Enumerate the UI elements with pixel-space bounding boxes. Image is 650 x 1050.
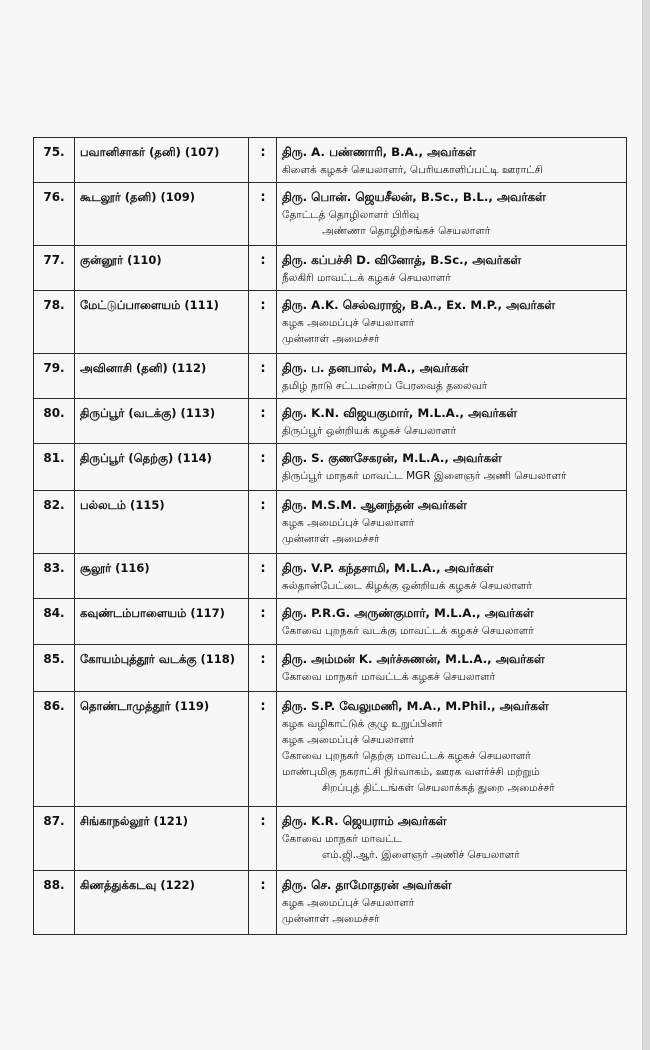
colon-separator: : [249,291,277,354]
candidate-role: கழக அமைப்புச் செயலாளர் [282,897,415,909]
table-row [34,645,627,692]
candidate-details [277,354,627,399]
candidate-role: முன்னாள் அமைச்சர் [282,333,380,345]
candidate-details [277,183,627,246]
constituency-name: கோயம்புத்தூர் வடக்கு (118) [75,645,249,692]
candidate-name: திரு. கப்பச்சி D. வினோத், B.Sc., அவர்கள் [282,253,522,267]
colon-separator: : [249,138,277,183]
serial-number: 83. [34,554,75,599]
table-row [34,354,627,399]
page-edge [642,0,650,1050]
colon-separator: : [249,354,277,399]
colon-separator: : [249,491,277,554]
serial-number: 88. [34,871,75,935]
candidate-details [277,871,627,935]
constituency-name: பவானிசாகர் (தனி) (107) [75,138,249,183]
candidate-name: திரு. M.S.M. ஆனந்தன் அவர்கள் [282,498,467,512]
colon-separator: : [249,554,277,599]
candidate-role: சிறப்புத் திட்டங்கள் செயலாக்கத் துறை அமைச்சர் [322,782,555,794]
candidate-role: கோவை மாநகர் மாவட்ட [282,833,402,845]
table-row [34,871,627,935]
constituency-name: குன்னூர் (110) [75,246,249,291]
colon-separator: : [249,871,277,935]
candidate-role: கழக அமைப்புச் செயலாளர் [282,317,415,329]
candidate-details [277,444,627,491]
constituency-name: திருப்பூர் (வடக்கு) (113) [75,399,249,444]
constituency-name: சூலூர் (116) [75,554,249,599]
colon-separator: : [249,399,277,444]
candidate-role: திருப்பூர் ஒன்றியக் கழகச் செயலாளர் [282,425,457,437]
table-row [34,807,627,871]
constituency-name: மேட்டுப்பாளையம் (111) [75,291,249,354]
candidate-details [277,138,627,183]
candidate-details [277,645,627,692]
candidate-name: திரு. K.R. ஜெயராம் அவர்கள் [282,814,447,828]
candidate-name: திரு. செ. தாமோதரன் அவர்கள் [282,878,452,892]
serial-number: 85. [34,645,75,692]
candidate-role: கழக வழிகாட்டுக் குழு உறுப்பினர் [282,718,443,730]
candidate-name: திரு. பொன். ஜெயசீலன், B.Sc., B.L., அவர்கள் [282,190,546,204]
candidate-role: முன்னாள் அமைச்சர் [282,533,380,545]
serial-number: 75. [34,138,75,183]
candidate-role: முன்னாள் அமைச்சர் [282,913,380,925]
table-row [34,138,627,183]
serial-number: 86. [34,692,75,807]
serial-number: 78. [34,291,75,354]
candidate-role: எம்.ஜி.ஆர். இளைஞர் அணிச் செயலாளர் [322,849,520,861]
candidate-role: கிளைக் கழகச் செயலாளர், பெரியகாளிப்பட்டி ஊராட்சி [282,164,543,176]
colon-separator: : [249,645,277,692]
candidate-name: திரு. A.K. செல்வராஜ், B.A., Ex. M.P., அவர்கள் [282,298,555,312]
serial-number: 84. [34,599,75,645]
constituency-name: சிங்காநல்லூர் (121) [75,807,249,871]
candidate-name: திரு. S.P. வேலுமணி, M.A., M.Phil., அவர்கள் [282,699,549,713]
constituency-name: அவினாசி (தனி) (112) [75,354,249,399]
table-row [34,183,627,246]
table-row [34,399,627,444]
table-row [34,291,627,354]
candidate-name: திரு. ப. தனபால், M.A., அவர்கள் [282,361,469,375]
candidate-details [277,807,627,871]
table-row [34,444,627,491]
candidate-role: மாண்புமிகு நகராட்சி நிர்வாகம், ஊரக வளர்ச்சி மற்றும் [282,766,540,778]
candidate-role: கோவை புறநகர் வடக்கு மாவட்டக் கழகச் செயலாளர் [282,625,534,637]
serial-number: 77. [34,246,75,291]
candidate-details [277,246,627,291]
candidate-name: திரு. V.P. கந்தசாமி, M.L.A., அவர்கள் [282,561,494,575]
constituency-name: பல்லடம் (115) [75,491,249,554]
candidate-details [277,599,627,645]
table-row [34,246,627,291]
constituency-name: கிணத்துக்கடவு (122) [75,871,249,935]
candidate-details [277,692,627,807]
candidate-role: சுல்தான்பேட்டை கிழக்கு ஒன்றியக் கழகச் செயலாளர் [282,580,532,592]
constituency-name: திருப்பூர் (தெற்கு) (114) [75,444,249,491]
candidate-details [277,291,627,354]
colon-separator: : [249,692,277,807]
candidate-role: கழக அமைப்புச் செயலாளர் [282,517,415,529]
candidate-table [33,137,627,935]
candidate-name: திரு. P.R.G. அருண்குமார், M.L.A., அவர்கள் [282,606,534,620]
table-row [34,491,627,554]
colon-separator: : [249,807,277,871]
candidate-name: திரு. K.N. விஜயகுமார், M.L.A., அவர்கள் [282,406,517,420]
candidate-details [277,399,627,444]
serial-number: 81. [34,444,75,491]
candidate-role: தோட்டத் தொழிலாளர் பிரிவு [282,209,420,221]
candidate-role: தமிழ் நாடு சட்டமன்றப் பேரவைத் தலைவர் [282,380,488,392]
candidate-name: திரு. அம்மன் K. அர்ச்சுணன், M.L.A., அவர்கள் [282,652,545,666]
serial-number: 79. [34,354,75,399]
candidate-name: திரு. S. குணசேகரன், M.L.A., அவர்கள் [282,451,502,465]
table-row [34,599,627,645]
candidate-details [277,554,627,599]
candidate-role: திருப்பூர் மாநகர் மாவட்ட MGR இளைஞர் அணி செயலாளர் [282,470,567,482]
serial-number: 82. [34,491,75,554]
serial-number: 80. [34,399,75,444]
colon-separator: : [249,599,277,645]
colon-separator: : [249,183,277,246]
candidate-details [277,491,627,554]
candidate-role: கழக அமைப்புச் செயலாளர் [282,734,415,746]
serial-number: 76. [34,183,75,246]
table-row [34,692,627,807]
candidate-role: அண்ணா தொழிற்சங்கச் செயலாளர் [322,225,491,237]
candidate-role: நீலகிரி மாவட்டக் கழகச் செயலாளர் [282,272,451,284]
candidate-role: கோவை புறநகர் தெற்கு மாவட்டக் கழகச் செயலாளர் [282,750,531,762]
constituency-name: கூடலூர் (தனி) (109) [75,183,249,246]
colon-separator: : [249,246,277,291]
constituency-name: தொண்டாமுத்தூர் (119) [75,692,249,807]
candidate-name: திரு. A. பண்ணாரி, B.A., அவர்கள் [282,145,476,159]
constituency-name: கவுண்டம்பாளையம் (117) [75,599,249,645]
colon-separator: : [249,444,277,491]
candidate-role: கோவை மாநகர் மாவட்டக் கழகச் செயலாளர் [282,671,496,683]
serial-number: 87. [34,807,75,871]
candidate-list-page [33,137,627,935]
table-row [34,554,627,599]
